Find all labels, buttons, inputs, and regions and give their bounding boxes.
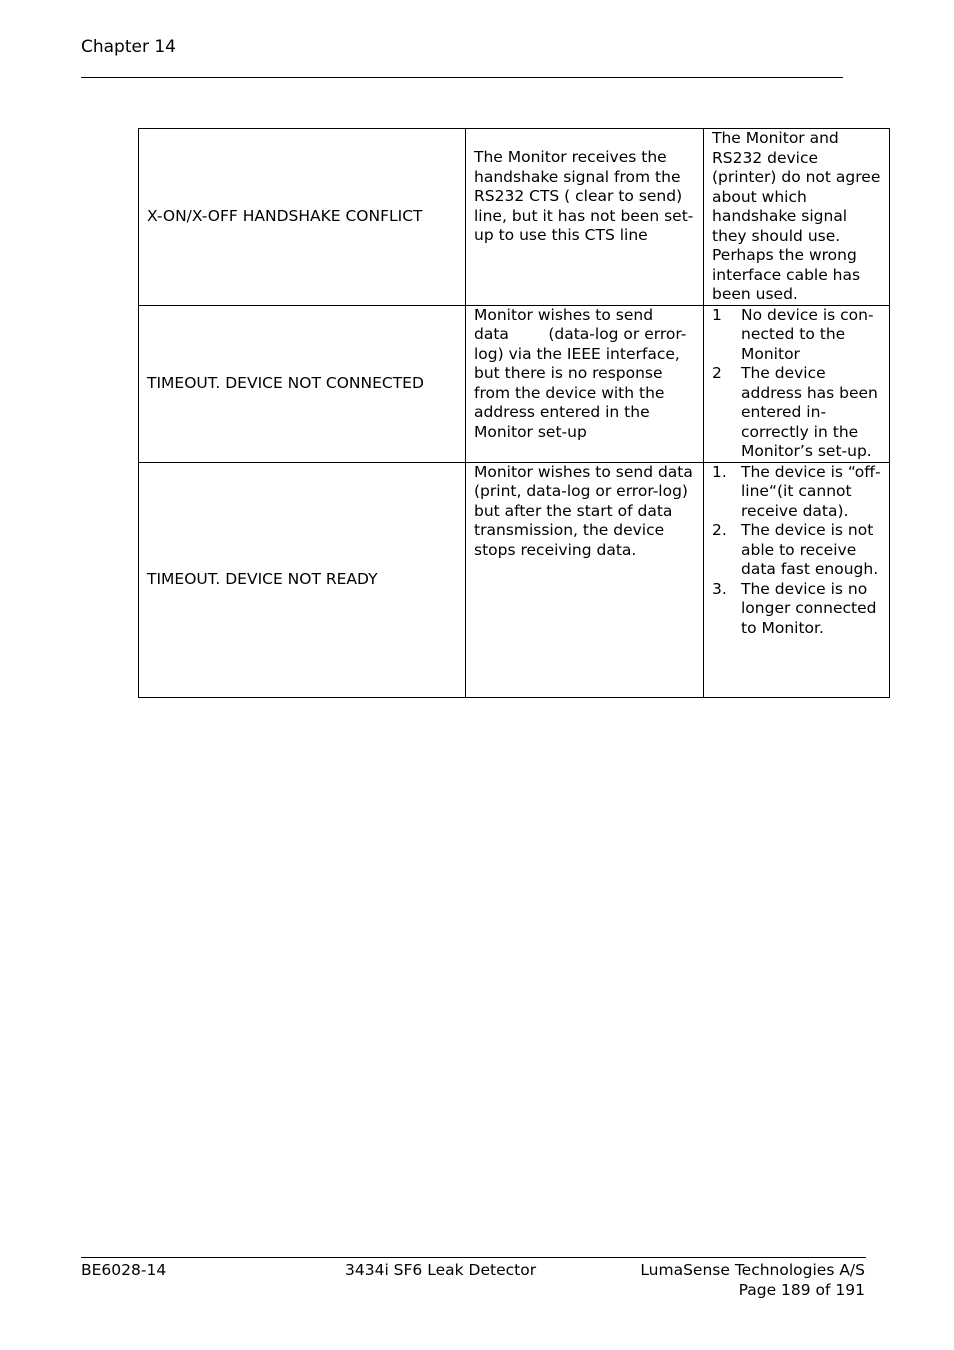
list-item xyxy=(712,521,881,580)
table-row xyxy=(139,462,890,697)
error-name-cell xyxy=(139,462,466,697)
footer-page-number: Page 189 of 191 xyxy=(738,1281,865,1299)
footer-company: LumaSense Technologies A/S xyxy=(640,1261,865,1279)
list-item xyxy=(712,580,881,639)
footer-divider xyxy=(81,1257,866,1258)
error-causes xyxy=(704,305,890,462)
description-line: data (data-log or error-log) via the IEEE interface, but there is no response from the device with the address entered in the Monitor set-up xyxy=(474,325,687,441)
list-number: 3. xyxy=(712,579,727,598)
error-causes: The Monitor and RS232 device (printer) do not agree about which handshake signal they should use. Perhaps the wrong interface cable has been used. xyxy=(704,129,890,306)
error-name-cell xyxy=(139,129,466,306)
list-item xyxy=(712,364,881,462)
list-item xyxy=(712,306,881,365)
error-name: X-ON/X-OFF HANDSHAKE CONFLICT xyxy=(147,207,423,225)
error-name: TIMEOUT. DEVICE NOT CONNECTED xyxy=(147,373,424,392)
description-line: Monitor wishes to send data xyxy=(474,462,693,481)
chapter-heading: Chapter 14 xyxy=(81,37,177,57)
list-text: The device is no longer connected to Monitor. xyxy=(741,579,877,637)
list-number: 1. xyxy=(712,462,727,481)
error-messages-table xyxy=(138,128,890,698)
list-number: 2. xyxy=(712,521,727,539)
list-text: The device address has been entered in-correctly in the Monitor’s set-up. xyxy=(741,364,878,460)
causes-list xyxy=(712,306,881,462)
table-row xyxy=(139,129,890,306)
table-row xyxy=(139,305,890,462)
error-description xyxy=(466,305,704,462)
error-description xyxy=(466,462,704,697)
error-name: TIMEOUT. DEVICE NOT READY xyxy=(147,569,378,588)
description-line: (print, data-log or error-log) but after the start of data transmission, the device stops receiving data. xyxy=(474,482,688,559)
error-description: The Monitor receives the handshake signal from the RS232 CTS ( clear to send) line, but it has not been set-up to use this CTS line xyxy=(466,129,704,306)
list-number: 1 xyxy=(712,305,722,324)
list-text: No device is con-nected to the Monitor xyxy=(741,305,874,363)
list-text: The device is not able to receive data fast enough. xyxy=(741,521,879,578)
list-number: 2 xyxy=(712,364,722,382)
footer-right xyxy=(560,1260,865,1300)
footer-product: 3434i SF6 Leak Detector xyxy=(345,1261,537,1279)
header-divider xyxy=(81,77,843,78)
error-name-cell xyxy=(139,305,466,462)
causes-list xyxy=(712,463,881,639)
list-item xyxy=(712,463,881,522)
footer-doc-id: BE6028-14 xyxy=(81,1261,167,1279)
description-line: Monitor wishes to send xyxy=(474,305,654,324)
error-causes xyxy=(704,462,890,697)
list-text: The device is “off-line“(it cannot receive data). xyxy=(741,462,881,520)
